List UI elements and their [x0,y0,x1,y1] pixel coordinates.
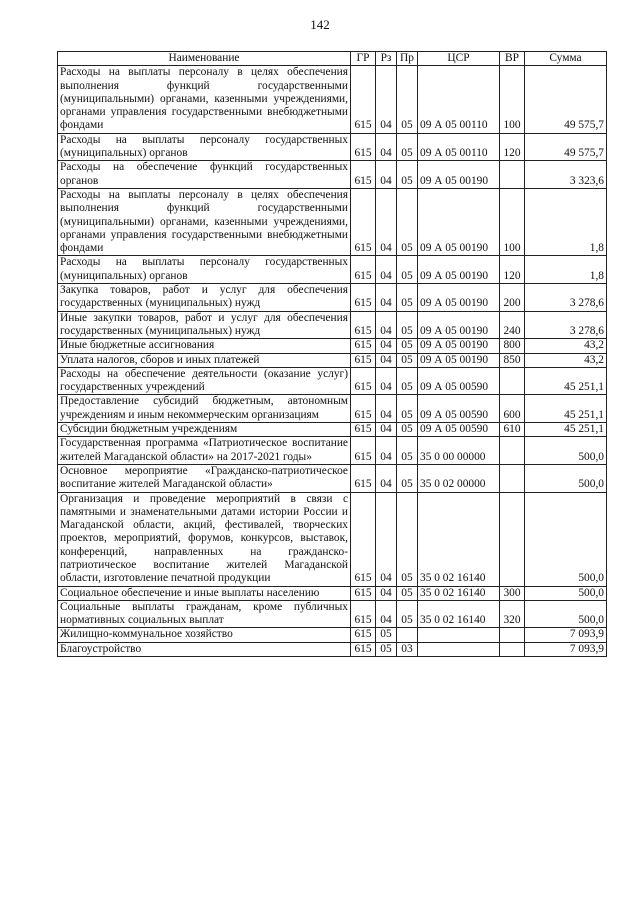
sum-cell: 49 575,7 [525,66,607,133]
vr-cell: 240 [500,311,525,339]
gr-cell: 615 [351,464,376,492]
rz-cell: 04 [376,284,397,312]
sum-cell: 500,0 [525,437,607,465]
row-name-cell: Жилищно-коммунальное хозяйство [58,628,351,642]
sum-cell: 500,0 [525,492,607,586]
csr-cell: 09 А 05 00190 [418,161,500,189]
vr-cell: 120 [500,133,525,161]
csr-cell: 35 0 02 16140 [418,492,500,586]
row-name-cell: Субсидии бюджетным учреждениям [58,423,351,437]
csr-cell: 09 А 05 00110 [418,66,500,133]
vr-cell: 600 [500,395,525,423]
row-name-cell: Основное мероприятие «Гражданско-патриотическое воспитание жителей Магаданской области» [58,464,351,492]
pr-cell: 05 [397,492,418,586]
rz-cell: 04 [376,311,397,339]
row-name-cell: Социальные выплаты гражданам, кроме публичных нормативных социальных выплат [58,600,351,628]
gr-cell: 615 [351,395,376,423]
table-row [58,353,607,367]
vr-cell [500,628,525,642]
rz-cell: 04 [376,339,397,353]
sum-cell: 43,2 [525,339,607,353]
sum-cell: 49 575,7 [525,133,607,161]
row-name-cell: Расходы на выплаты персоналу в целях обеспечения выполнения функций государственными (муниципальными) органами, казенными учреждениями, органами управления государственными внебюджетными фондами [58,188,351,255]
rz-cell: 04 [376,586,397,600]
table-row [58,492,607,586]
vr-cell [500,161,525,189]
pr-cell: 05 [397,395,418,423]
sum-cell: 1,8 [525,188,607,255]
rz-cell: 04 [376,464,397,492]
table-row [58,628,607,642]
sum-cell: 3 278,6 [525,311,607,339]
row-name-cell: Иные бюджетные ассигнования [58,339,351,353]
gr-cell: 615 [351,66,376,133]
rz-cell: 04 [376,256,397,284]
rz-cell: 04 [376,423,397,437]
gr-cell: 615 [351,188,376,255]
table-row [58,600,607,628]
pr-cell: 05 [397,188,418,255]
pr-cell: 05 [397,423,418,437]
rz-cell: 04 [376,161,397,189]
row-name-cell: Социальное обеспечение и иные выплаты населению [58,586,351,600]
pr-cell: 05 [397,256,418,284]
row-name-cell: Государственная программа «Патриотическое воспитание жителей Магаданской области» на 2017-2021 годы» [58,437,351,465]
csr-cell [418,628,500,642]
row-name-cell: Расходы на выплаты персоналу государственных (муниципальных) органов [58,133,351,161]
table-row [58,339,607,353]
gr-cell: 615 [351,161,376,189]
column-header-csr: ЦСР [418,52,500,66]
sum-cell: 45 251,1 [525,367,607,395]
rz-cell: 04 [376,395,397,423]
table-row [58,367,607,395]
pr-cell: 05 [397,339,418,353]
rz-cell: 04 [376,133,397,161]
gr-cell: 615 [351,642,376,656]
vr-cell: 610 [500,423,525,437]
row-name-cell: Организация и проведение мероприятий в связи с памятными и знаменательными датами истории России и Магаданской области, акций, фестивалей, творческих проектов, мероприятий, форумов, конкурсов, выставок, конференций, направленных на гражданско-патриотическое воспитание жителей Магаданской области, изготовление печатной продукции [58,492,351,586]
pr-cell: 05 [397,353,418,367]
table-row [58,642,607,656]
table-row [58,161,607,189]
column-header-name: Наименование [58,52,351,66]
csr-cell: 09 А 05 00190 [418,284,500,312]
gr-cell: 615 [351,311,376,339]
gr-cell: 615 [351,339,376,353]
rz-cell: 04 [376,353,397,367]
table-row [58,256,607,284]
sum-cell: 7 093,9 [525,628,607,642]
rz-cell: 04 [376,367,397,395]
csr-cell: 09 А 05 00590 [418,395,500,423]
vr-cell: 100 [500,66,525,133]
csr-cell: 35 0 02 16140 [418,586,500,600]
rz-cell: 05 [376,628,397,642]
pr-cell: 03 [397,642,418,656]
gr-cell: 615 [351,492,376,586]
rz-cell: 04 [376,600,397,628]
gr-cell: 615 [351,586,376,600]
table-row [58,284,607,312]
table-row [58,395,607,423]
column-header-gr: ГР [351,52,376,66]
sum-cell: 1,8 [525,256,607,284]
table-row [58,133,607,161]
column-header-vr: ВР [500,52,525,66]
vr-cell [500,642,525,656]
vr-cell [500,492,525,586]
row-name-cell: Расходы на выплаты персоналу государственных (муниципальных) органов [58,256,351,284]
column-header-pr: Пр [397,52,418,66]
vr-cell: 300 [500,586,525,600]
pr-cell: 05 [397,284,418,312]
pr-cell: 05 [397,437,418,465]
header-row [58,52,607,66]
csr-cell: 35 0 00 00000 [418,437,500,465]
gr-cell: 615 [351,353,376,367]
vr-cell: 100 [500,188,525,255]
table-row [58,464,607,492]
row-name-cell: Иные закупки товаров, работ и услуг для обеспечения государственных (муниципальных) нужд [58,311,351,339]
row-name-cell: Расходы на обеспечение деятельности (оказание услуг) государственных учреждений [58,367,351,395]
pr-cell: 05 [397,586,418,600]
rz-cell: 04 [376,492,397,586]
csr-cell: 09 А 05 00190 [418,256,500,284]
rz-cell: 05 [376,642,397,656]
sum-cell: 500,0 [525,464,607,492]
csr-cell: 35 0 02 00000 [418,464,500,492]
table-row [58,188,607,255]
vr-cell [500,367,525,395]
vr-cell: 800 [500,339,525,353]
pr-cell: 05 [397,311,418,339]
csr-cell: 09 А 05 00190 [418,311,500,339]
vr-cell: 320 [500,600,525,628]
row-name-cell: Предоставление субсидий бюджетным, автономным учреждениям и иным некоммерческим организациям [58,395,351,423]
csr-cell: 09 А 05 00190 [418,188,500,255]
rz-cell: 04 [376,437,397,465]
gr-cell: 615 [351,628,376,642]
gr-cell: 615 [351,256,376,284]
gr-cell: 615 [351,600,376,628]
column-header-sum: Сумма [525,52,607,66]
csr-cell: 09 А 05 00590 [418,367,500,395]
gr-cell: 615 [351,133,376,161]
sum-cell: 3 323,6 [525,161,607,189]
gr-cell: 615 [351,367,376,395]
budget-table [57,51,607,657]
pr-cell: 05 [397,161,418,189]
gr-cell: 615 [351,423,376,437]
csr-cell: 09 А 05 00190 [418,353,500,367]
table-row [58,66,607,133]
pr-cell [397,628,418,642]
sum-cell: 500,0 [525,586,607,600]
pr-cell: 05 [397,66,418,133]
sum-cell: 45 251,1 [525,423,607,437]
pr-cell: 05 [397,600,418,628]
row-name-cell: Благоустройство [58,642,351,656]
sum-cell: 7 093,9 [525,642,607,656]
sum-cell: 3 278,6 [525,284,607,312]
pr-cell: 05 [397,133,418,161]
row-name-cell: Закупка товаров, работ и услуг для обеспечения государственных (муниципальных) нужд [58,284,351,312]
table-row [58,437,607,465]
gr-cell: 615 [351,284,376,312]
csr-cell: 35 0 02 16140 [418,600,500,628]
csr-cell: 09 А 05 00590 [418,423,500,437]
pr-cell: 05 [397,367,418,395]
vr-cell [500,437,525,465]
csr-cell [418,642,500,656]
csr-cell: 09 А 05 00190 [418,339,500,353]
vr-cell: 200 [500,284,525,312]
vr-cell: 850 [500,353,525,367]
table-row [58,423,607,437]
row-name-cell: Расходы на обеспечение функций государственных органов [58,161,351,189]
column-header-rz: Рз [376,52,397,66]
vr-cell [500,464,525,492]
row-name-cell: Уплата налогов, сборов и иных платежей [58,353,351,367]
pr-cell: 05 [397,464,418,492]
page-number: 142 [310,17,330,32]
table-row [58,311,607,339]
csr-cell: 09 А 05 00110 [418,133,500,161]
table-row [58,586,607,600]
sum-cell: 43,2 [525,353,607,367]
vr-cell: 120 [500,256,525,284]
sum-cell: 500,0 [525,600,607,628]
gr-cell: 615 [351,437,376,465]
rz-cell: 04 [376,66,397,133]
row-name-cell: Расходы на выплаты персоналу в целях обеспечения выполнения функций государственными (муниципальными) органами, казенными учреждениями, органами управления государственными внебюджетными фондами [58,66,351,133]
rz-cell: 04 [376,188,397,255]
sum-cell: 45 251,1 [525,395,607,423]
